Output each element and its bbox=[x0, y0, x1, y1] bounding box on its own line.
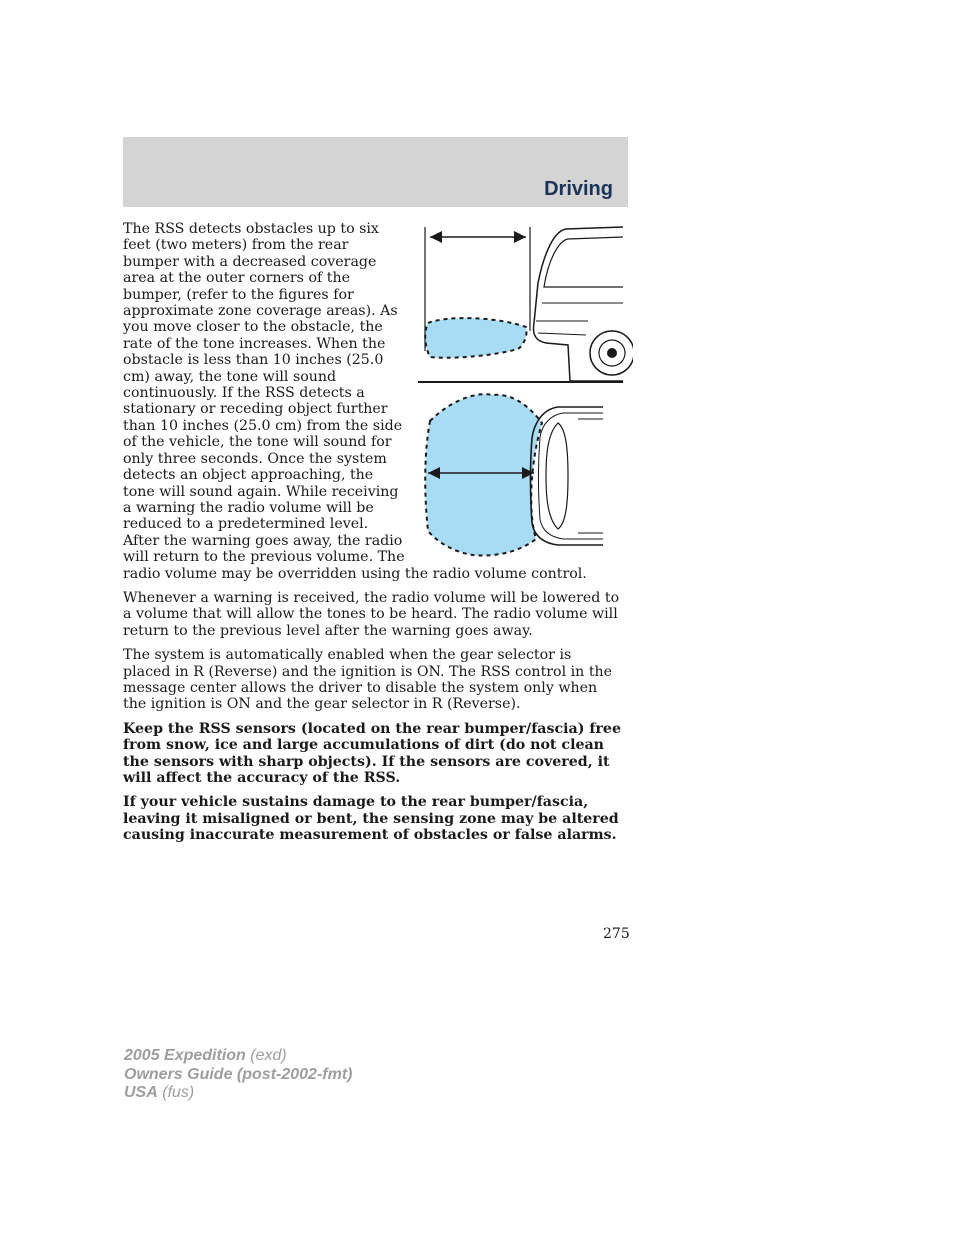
top-view-illustration bbox=[425, 394, 603, 555]
footer-line-3 bbox=[124, 1084, 352, 1103]
side-coverage-zone bbox=[425, 318, 526, 358]
document-footer bbox=[124, 1047, 352, 1103]
warning-bumper-damage: If your vehicle sustains damage to the rear bumper/fascia, leaving it misaligned or bent, the sensing zone may be altered causing inaccurate measurement of obstacles or false alarms. bbox=[123, 794, 619, 844]
footer-line-2 bbox=[124, 1066, 352, 1085]
footer-model-code: (exd) bbox=[250, 1047, 287, 1064]
footer-guide: Owners Guide (post-2002-fmt) bbox=[124, 1065, 353, 1083]
footer-line-1 bbox=[124, 1047, 352, 1066]
section-header bbox=[123, 137, 628, 207]
body-text bbox=[123, 221, 623, 852]
warning-sensor-care: Keep the RSS sensors (located on the rear bumper/fascia) free from snow, ice and large accumulations of dirt (do not clean the sensors with sharp objects). If the sensors are covered, it will affect the accuracy of the RSS. bbox=[123, 720, 621, 786]
paragraph-system-enable: The system is automatically enabled when the gear selector is placed in R (Reverse) and the ignition is ON. The RSS control in the message center allows the driver to disable the system only when the ignition is ON and the gear selector in R (Reverse). bbox=[123, 647, 613, 713]
footer-model: 2005 Expedition bbox=[124, 1047, 246, 1064]
footer-market-code: (fus) bbox=[162, 1084, 195, 1101]
rss-coverage-figure bbox=[418, 223, 633, 561]
section-title: Driving bbox=[544, 178, 613, 200]
footer-market: USA bbox=[124, 1084, 158, 1101]
page-number: 275 bbox=[603, 926, 630, 942]
side-view-illustration bbox=[418, 227, 633, 382]
paragraph-rss-detection: The RSS detects obstacles up to six feet (two meters) from the rear bumper with a decreased coverage area at the outer corners of the bumper, (refer to the figures for approximate zone coverage areas). As you move closer to the obstacle, the rate of the tone increases. When the obstacle is less than 10 inches (25.0 cm) away, the tone will sound continuously. If the RSS detects a stationary or receding object further than 10 inches (25.0 cm) from the side of the vehicle, the tone will sound for only three seconds. Once the system detects an object approaching, the tone will sound again. While receiving a warning the radio volume will be reduced to a predetermined level. After the warning goes away, the radio will return to the previous volume. The radio volume may be overridden using the radio volume control. bbox=[123, 221, 587, 582]
paragraph-radio-volume: Whenever a warning is received, the radio volume will be lowered to a volume that will allow the tones to be heard. The radio volume will return to the previous level after the warning goes away. bbox=[123, 589, 620, 639]
